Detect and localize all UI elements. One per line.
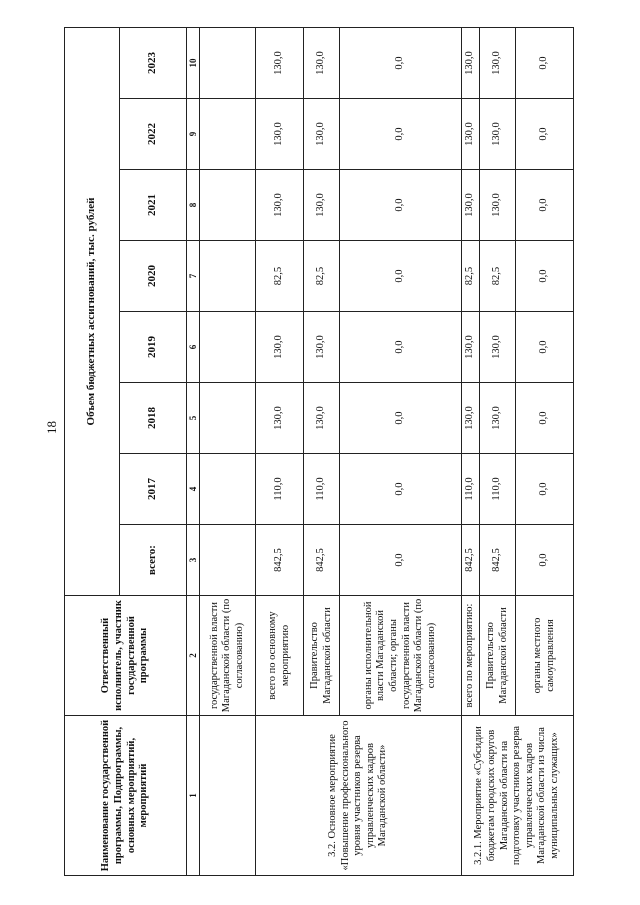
year-header: 2020 [120,241,187,312]
value-cell: 842,5 [480,525,516,596]
value-cell: 0,0 [516,27,574,98]
value-cell: 0,0 [340,27,462,98]
header-responsible: Ответственный исполнитель, участник государственной программы [65,596,187,716]
responsible-cell: органы местного самоуправления [516,596,574,716]
value-cell: 0,0 [516,170,574,241]
value-cell: 0,0 [516,525,574,596]
value-cell [200,383,256,454]
value-cell: 130,0 [480,383,516,454]
year-header: всего: [120,525,187,596]
value-cell: 82,5 [480,241,516,312]
value-cell: 130,0 [462,312,480,383]
responsible-cell: Правительство Магаданской области [304,596,340,716]
value-cell: 130,0 [462,99,480,170]
value-cell: 0,0 [340,170,462,241]
value-cell: 130,0 [256,312,304,383]
value-cell: 130,0 [304,99,340,170]
value-cell: 842,5 [462,525,480,596]
value-cell: 0,0 [340,454,462,525]
value-cell: 0,0 [340,312,462,383]
value-cell: 0,0 [516,383,574,454]
table-row [462,27,480,875]
column-number: 5 [187,383,200,454]
value-cell: 130,0 [304,383,340,454]
value-cell: 130,0 [480,170,516,241]
value-cell [200,525,256,596]
table-row [256,27,304,875]
value-cell: 842,5 [256,525,304,596]
value-cell: 82,5 [304,241,340,312]
year-header: 2018 [120,383,187,454]
value-cell: 0,0 [516,454,574,525]
column-number: 1 [187,716,200,876]
value-cell: 130,0 [480,312,516,383]
budget-table-rotated [64,28,560,876]
value-cell: 0,0 [340,241,462,312]
page-number: 18 [44,421,59,434]
program-name-cell [200,716,256,876]
value-cell [200,312,256,383]
year-header: 2022 [120,99,187,170]
value-cell: 130,0 [462,27,480,98]
year-header: 2023 [120,27,187,98]
value-cell: 130,0 [304,312,340,383]
value-cell: 130,0 [462,170,480,241]
value-cell: 130,0 [304,27,340,98]
value-cell [200,454,256,525]
header-name: Наименование государственной программы, Подпрограммы, основных мероприятий, мероприятий [65,716,187,876]
column-number: 4 [187,454,200,525]
value-cell: 110,0 [480,454,516,525]
year-header: 2019 [120,312,187,383]
value-cell [200,27,256,98]
value-cell: 0,0 [340,383,462,454]
value-cell: 110,0 [256,454,304,525]
value-cell [200,99,256,170]
year-header: 2017 [120,454,187,525]
responsible-cell: всего по мероприятию: [462,596,480,716]
responsible-cell: государственной власти Магаданской области (по согласованию) [200,596,256,716]
value-cell: 130,0 [256,99,304,170]
value-cell: 82,5 [462,241,480,312]
value-cell: 130,0 [480,99,516,170]
value-cell [200,241,256,312]
value-cell: 0,0 [340,99,462,170]
value-cell: 842,5 [304,525,340,596]
value-cell: 110,0 [462,454,480,525]
responsible-cell: органы исполнительной власти Магаданской области; органы государственной власти Магаданской области (по согласованию) [340,596,462,716]
budget-table [64,27,574,876]
value-cell: 130,0 [256,170,304,241]
value-cell: 82,5 [256,241,304,312]
activity-name: 3.2.1. Мероприятие «Субсидии бюджетам городских округов Магаданской области на подготовку участников резерва управленческих кадров Магаданской области из числа муниципальных служащих» [462,716,574,876]
year-header: 2021 [120,170,187,241]
column-number: 2 [187,596,200,716]
column-number: 7 [187,241,200,312]
value-cell: 110,0 [304,454,340,525]
responsible-cell: Правительство Магаданской области [480,596,516,716]
table-row [200,27,256,875]
value-cell: 130,0 [304,170,340,241]
value-cell: 0,0 [516,99,574,170]
main-activity-name: 3.2. Основное мероприятие «Повышение профессионального уровня участников резерва управленческих кадров Магаданской области» [256,716,462,876]
value-cell [200,170,256,241]
value-cell: 0,0 [516,312,574,383]
value-cell: 130,0 [462,383,480,454]
column-number: 3 [187,525,200,596]
column-number: 6 [187,312,200,383]
value-cell: 130,0 [256,383,304,454]
responsible-cell: всего по основному мероприятию [256,596,304,716]
value-cell: 130,0 [256,27,304,98]
value-cell: 0,0 [516,241,574,312]
column-number: 10 [187,27,200,98]
column-number: 9 [187,99,200,170]
header-budget-title: Объем бюджетных ассигнований, тыс. рублей [65,27,120,595]
value-cell: 130,0 [480,27,516,98]
column-number: 8 [187,170,200,241]
value-cell: 0,0 [340,525,462,596]
